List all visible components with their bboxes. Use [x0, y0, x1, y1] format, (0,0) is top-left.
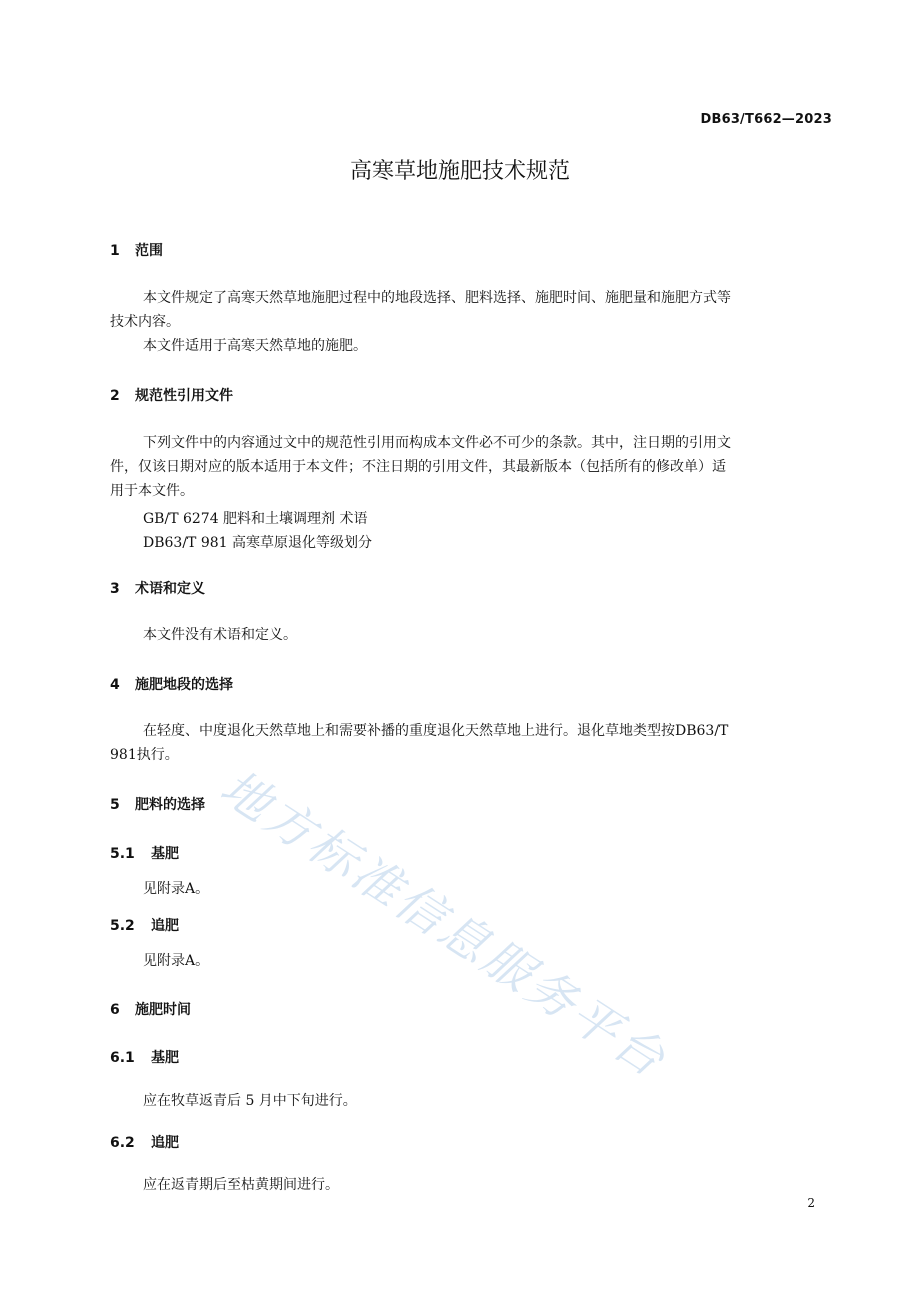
section-4-heading	[110, 674, 233, 694]
section-4-paragraph-1	[110, 719, 834, 767]
subsection-5-1-text: 见附录A。	[143, 881, 210, 897]
section-title: 规范性引用文件	[135, 388, 233, 404]
section-3-paragraph-1: 本文件没有术语和定义。	[143, 627, 297, 643]
section-title: 施肥时间	[135, 1002, 191, 1018]
subsection-5-1-heading	[110, 843, 179, 863]
normative-reference-2: DB63/T 981 高寒草原退化等级划分	[143, 535, 373, 551]
section-number: 6	[110, 1002, 120, 1018]
page-number: 2	[807, 1196, 815, 1210]
subsection-5-2-heading	[110, 915, 179, 935]
section-1-heading	[110, 240, 163, 260]
section-number: 4	[110, 677, 120, 693]
normative-reference-1: GB/T 6274 肥料和土壤调理剂 术语	[143, 511, 368, 527]
section-number: 1	[110, 243, 120, 259]
section-title: 术语和定义	[135, 581, 205, 597]
subsection-6-2-text: 应在返青期后至枯黄期间进行。	[143, 1177, 339, 1193]
section-6-heading	[110, 999, 191, 1019]
section-number: 2	[110, 388, 120, 404]
section-title: 范围	[135, 243, 163, 259]
subsection-title: 追肥	[151, 918, 179, 934]
document-title: 高寒草地施肥技术规范	[349, 159, 570, 184]
text-line: 件，仅该日期对应的版本适用于本文件；不注日期的引用文件，其最新版本（包括所有的修改单）适	[110, 459, 726, 475]
section-5-heading	[110, 794, 205, 814]
section-3-heading	[110, 578, 205, 598]
text-line: 本文件规定了高寒天然草地施肥过程中的地段选择、肥料选择、施肥时间、施肥量和施肥方式等	[143, 290, 731, 306]
text-line: 在轻度、中度退化天然草地上和需要补播的重度退化天然草地上进行。退化草地类型按DB63/T	[143, 723, 729, 739]
subsection-title: 基肥	[151, 1050, 179, 1066]
text-line: 技术内容。	[110, 314, 180, 330]
subsection-title: 基肥	[151, 846, 179, 862]
subsection-6-1-heading	[110, 1047, 179, 1067]
section-2-heading	[110, 385, 233, 405]
text-line: 981执行。	[110, 747, 179, 763]
subsection-6-1-text: 应在牧草返青后 5 月中下旬进行。	[143, 1093, 357, 1109]
text-line: 用于本文件。	[110, 483, 194, 499]
section-title: 施肥地段的选择	[135, 677, 233, 693]
section-2-paragraph-1	[110, 431, 834, 503]
section-number: 5	[110, 797, 120, 813]
subsection-6-2-heading	[110, 1132, 179, 1152]
subsection-number: 5.2	[110, 918, 135, 934]
document-code: DB63/T662—2023	[700, 112, 832, 127]
text-line: 下列文件中的内容通过文中的规范性引用而构成本文件必不可少的条款。其中，注日期的引用文	[143, 435, 731, 451]
subsection-5-2-text: 见附录A。	[143, 953, 210, 969]
subsection-number: 5.1	[110, 846, 135, 862]
section-1-paragraph-2: 本文件适用于高寒天然草地的施肥。	[143, 338, 367, 354]
subsection-title: 追肥	[151, 1135, 179, 1151]
subsection-number: 6.1	[110, 1050, 135, 1066]
section-title: 肥料的选择	[135, 797, 205, 813]
section-1-paragraph-1	[110, 286, 834, 334]
section-number: 3	[110, 581, 120, 597]
watermark-text: 地方标准信息服务平台	[210, 759, 678, 1090]
subsection-number: 6.2	[110, 1135, 135, 1151]
